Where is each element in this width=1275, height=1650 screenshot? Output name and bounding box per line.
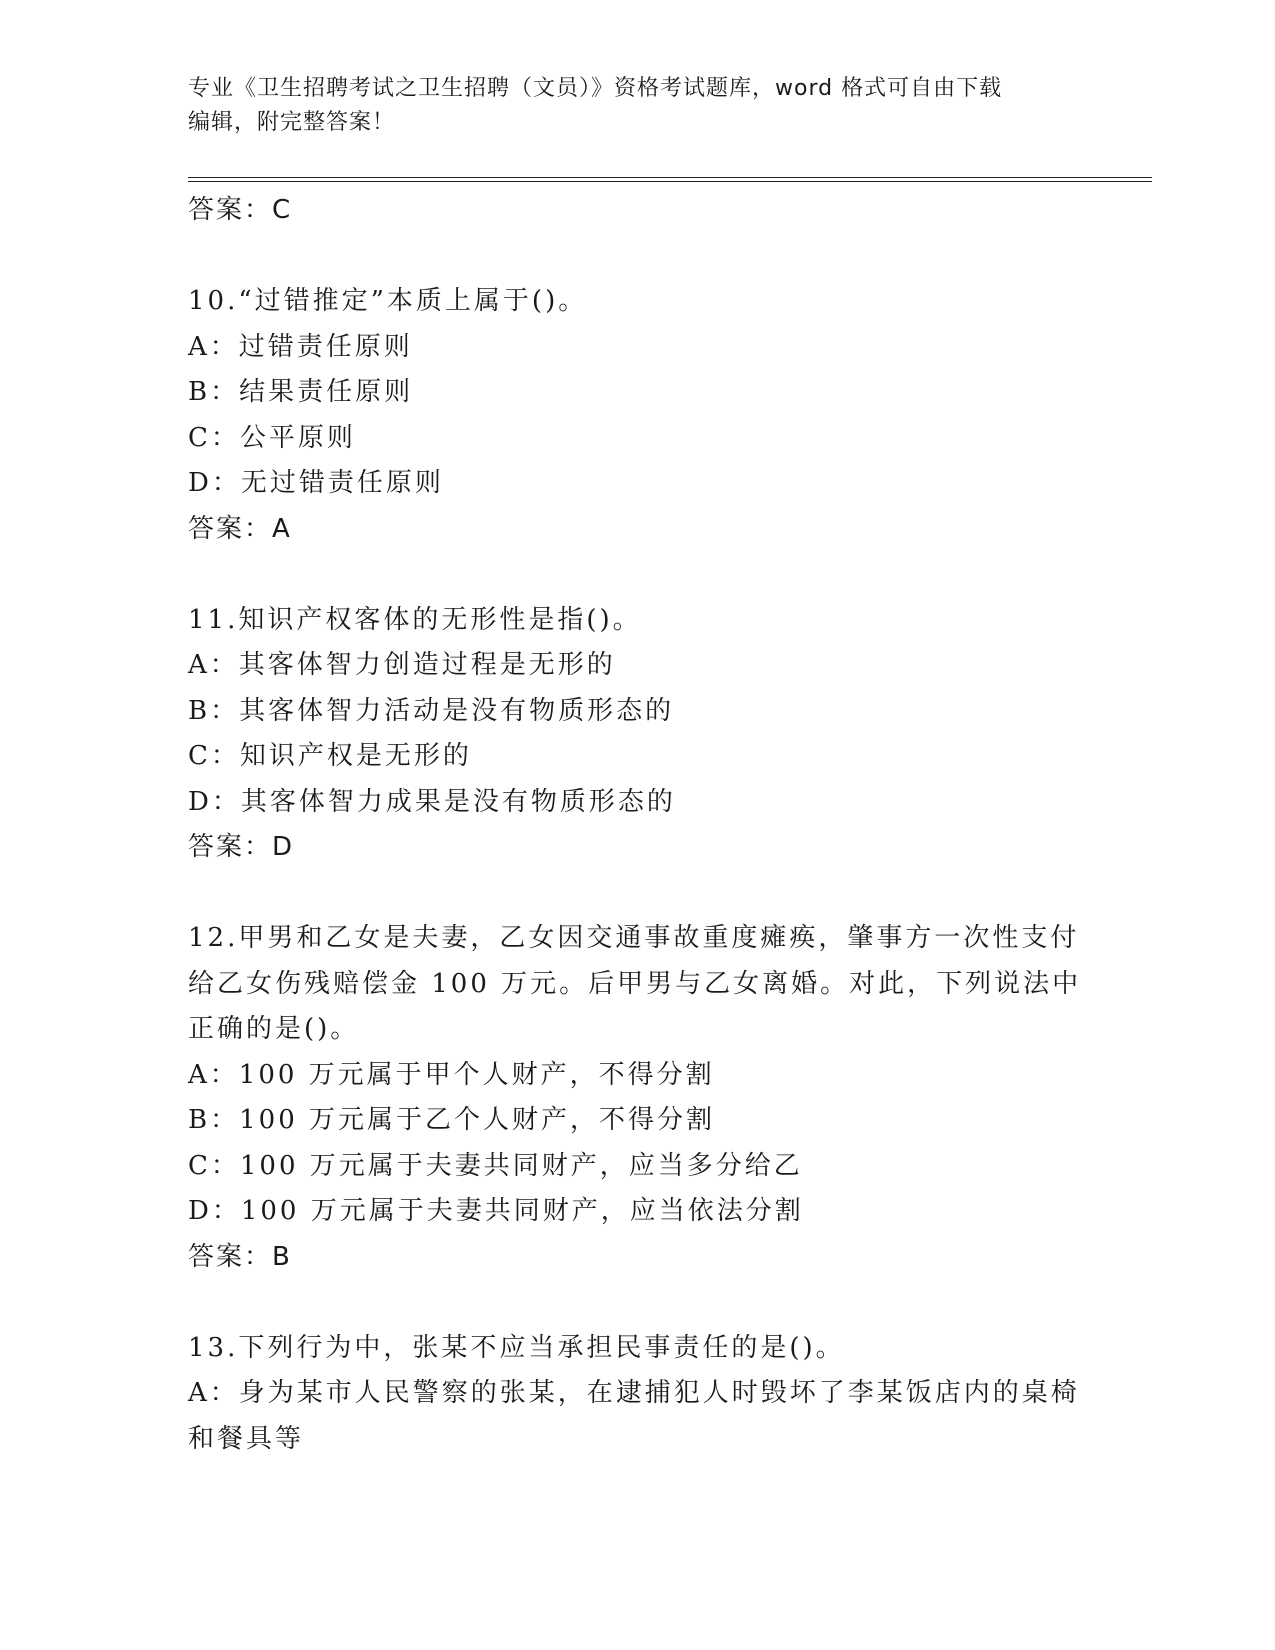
header-divider	[188, 177, 1152, 182]
question-text: 10.“过错推定”本质上属于()。	[188, 286, 588, 316]
option-b: B：其客体智力活动是没有物质形态的	[188, 695, 675, 726]
option-a: A：其客体智力创造过程是无形的	[188, 650, 616, 680]
question-text: 13.下列行为中，张某不应当承担民事责任的是()。	[188, 1332, 845, 1363]
option-c: C：公平原则	[188, 422, 356, 453]
question-text: 11.知识产权客体的无形性是指()。	[188, 604, 642, 635]
header-line-2: 编辑，附完整答案！	[188, 110, 396, 135]
spacer	[188, 552, 1088, 598]
option-a: A：100 万元属于甲个人财产，不得分割	[188, 1059, 715, 1090]
question-13	[188, 1326, 1088, 1463]
option-a-line-2: 和餐具等	[188, 1423, 305, 1454]
question-12	[188, 916, 1088, 1280]
option-d: D：100 万元属于夫妻共同财产，应当依法分割	[188, 1196, 804, 1226]
question-text-line-2: 给乙女伤残赔偿金 100 万元。后甲男与乙女离婚。对此，下列说法中	[188, 968, 1082, 999]
option-b: B：结果责任原则	[188, 377, 414, 407]
answer: 答案：A	[188, 513, 292, 544]
question-text-line-1: 12.甲男和乙女是夫妻，乙女因交通事故重度瘫痪，肇事方一次性支付	[188, 923, 1080, 953]
question-11	[188, 598, 1088, 871]
option-c: C：100 万元属于夫妻共同财产，应当多分给乙	[188, 1150, 803, 1181]
option-b: B：100 万元属于乙个人财产，不得分割	[188, 1105, 715, 1135]
question-list	[188, 188, 1088, 1462]
answer: 答案：D	[188, 832, 295, 862]
spacer	[188, 234, 1088, 280]
option-c: C：知识产权是无形的	[188, 741, 472, 771]
spacer	[188, 1280, 1088, 1326]
option-a: A：过错责任原则	[188, 331, 413, 362]
option-d: D：其客体智力成果是没有物质形态的	[188, 786, 676, 817]
answer: 答案：B	[188, 1241, 292, 1272]
question-10	[188, 279, 1088, 552]
option-d: D：无过错责任原则	[188, 468, 444, 498]
question-text-line-3: 正确的是()。	[188, 1014, 360, 1044]
option-a-line-1: A：身为某市人民警察的张某，在逮捕犯人时毁坏了李某饭店内的桌椅	[188, 1378, 1080, 1408]
answer-previous: 答案：C	[188, 195, 293, 225]
page-header	[188, 72, 1088, 140]
header-line-1: 专业《卫生招聘考试之卫生招聘（文员）》资格考试题库，word 格式可自由下载	[188, 76, 1003, 101]
spacer	[188, 871, 1088, 917]
